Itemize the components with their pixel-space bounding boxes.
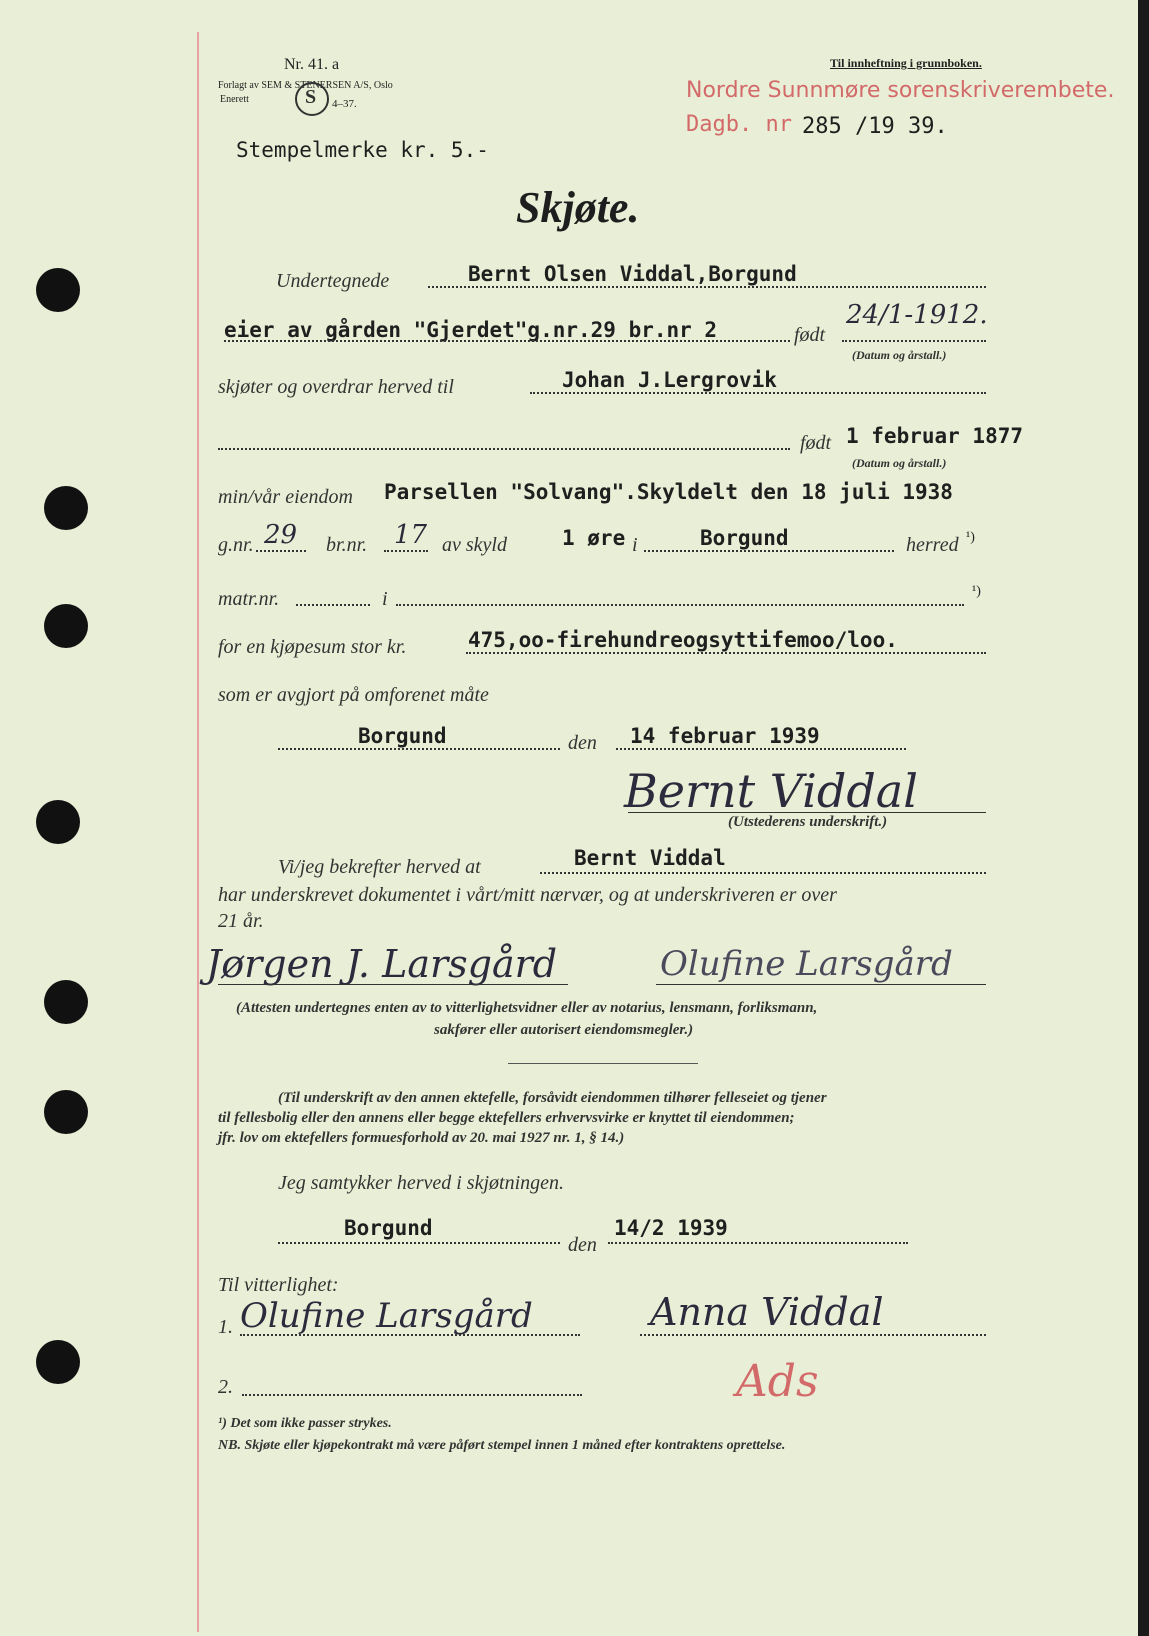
witness-signature-1: Jørgen J. Larsgård (206, 942, 558, 986)
fill-line (842, 340, 986, 342)
publisher-code: 4–37. (332, 98, 357, 110)
place-2: Borgund (344, 1216, 433, 1240)
punch-hole (44, 486, 88, 530)
fill-line (396, 604, 964, 606)
fill-line (278, 748, 560, 750)
witness-1-signature: Olufine Larsgård (240, 1296, 533, 1336)
publisher-enerett: Enerett (220, 94, 249, 105)
form-number: Nr. 41. a (284, 56, 340, 73)
signature-line (218, 984, 568, 985)
witness-1-number: 1. (218, 1316, 233, 1338)
footnote-2: NB. Skjøte eller kjøpekontrakt må være påført stempel innen 1 måned efter kontraktens oprettelse. (218, 1438, 786, 1453)
punch-hole (44, 1090, 88, 1134)
seller-name: Bernt Olsen Viddal,Borgund (468, 262, 797, 286)
gnr-label: g.nr. (218, 534, 254, 556)
footnote-mark-2: ¹) (972, 584, 981, 599)
buyer-name: Johan J.Lergrovik (562, 368, 777, 392)
matr-label: matr.nr. (218, 588, 280, 610)
dagbok-number: 285 /19 39. (802, 114, 948, 139)
datum-note: (Datum og årstall.) (852, 348, 947, 362)
fill-line (608, 1242, 908, 1244)
fill-line (466, 652, 986, 654)
publisher-line: Forlagt av SEM & STENERSEN A/S, Oslo (218, 80, 393, 91)
spouse-signature: Anna Viddal (650, 1290, 884, 1334)
consent-text: Jeg samtykker herved i skjøtningen. (278, 1172, 565, 1194)
confirm-line-2: har underskrevet dokumentet i vårt/mitt nærvær, og at underskriveren er over (218, 884, 837, 906)
skyld-value: 1 øre (562, 526, 626, 550)
margin-line (197, 32, 199, 1632)
seller-property: eier av gården "Gjerdet"g.nr.29 br.nr 2 (224, 318, 718, 342)
brnr-label: br.nr. (326, 534, 368, 556)
fill-line (530, 392, 986, 394)
den-label-2: den (568, 1234, 597, 1256)
brnr-value: 17 (394, 520, 428, 550)
signature-line (656, 984, 986, 985)
stamp-fee: Stempelmerke kr. 5.- (236, 138, 489, 162)
undertegnede-label: Undertegnede (276, 270, 390, 292)
date-2: 14/2 1939 (614, 1216, 728, 1240)
den-label: den (568, 732, 597, 754)
fill-line (218, 448, 790, 450)
fill-line (616, 748, 906, 750)
fill-line (540, 872, 986, 874)
spouse-note-1: (Til underskrift av den annen ektefelle, forsåvidt eiendommen tilhører felleseiet og tjener (278, 1090, 827, 1106)
fill-line (644, 550, 894, 552)
issuer-caption: (Utstederens underskrift.) (728, 814, 888, 830)
fill-line (224, 340, 790, 342)
place-1: Borgund (358, 724, 447, 748)
footnote-mark: ¹) (966, 530, 975, 545)
confirm-value: Bernt Viddal (574, 846, 726, 870)
settled-label: som er avgjort på omforenet måte (218, 684, 489, 706)
attest-line-1: (Attesten undertegnes enten av to vitterlighetsvidner eller av notarius, lensmann, forliksmann, (236, 1000, 818, 1016)
document-title: Skjøte. (516, 183, 640, 232)
signature-line (628, 812, 986, 813)
spouse-note-3: jfr. lov om ektefellers formuesforhold av 20. mai 1927 nr. 1, § 14.) (218, 1130, 625, 1146)
witness-signature-2: Olufine Larsgård (660, 944, 953, 984)
property-description: Parsellen "Solvang".Skyldelt den 18 juli 1938 (384, 480, 953, 504)
fill-line (278, 1242, 560, 1244)
gnr-value: 29 (264, 520, 298, 550)
dagbok-label: Dagb. nr (686, 112, 792, 137)
spouse-note-2: til fellesbolig eller den annens eller begge ektefellers erhvervsvirke er knyttet til eiendommen; (218, 1110, 795, 1126)
punch-hole (36, 800, 80, 844)
seller-birth-date: 24/1-1912. (846, 300, 988, 330)
punch-hole (44, 980, 88, 1024)
property-label: min/vår eiendom (218, 486, 353, 508)
confirm-line-3: 21 år. (218, 910, 264, 932)
fodt-label-2: født (800, 432, 832, 454)
fill-line (242, 1394, 582, 1396)
issuer-signature: Bernt Viddal (624, 764, 918, 818)
witness-heading: Til vitterlighet: (218, 1274, 339, 1296)
footnote-1: ¹) Det som ikke passer strykes. (218, 1416, 392, 1431)
confirm-label: Vi/jeg bekrefter herved at (278, 856, 481, 878)
fodt-label: født (794, 324, 826, 346)
registration-note: Til innheftning i grunnboken. (830, 56, 982, 70)
attest-line-2: sakfører eller autorisert eiendomsmegler.) (434, 1022, 694, 1038)
matr-i: i (382, 588, 388, 610)
transfer-label: skjøter og overdrar herved til (218, 376, 454, 398)
divider (508, 1063, 698, 1064)
herred-label: herred (906, 534, 959, 556)
office-stamp: Nordre Sunnmøre sorenskriverembete. (686, 78, 1115, 103)
price-value: 475,oo-firehundreogsyttifemoo/loo. (468, 628, 898, 652)
red-initials: Ads (736, 1356, 819, 1407)
fill-line (428, 286, 986, 288)
herred-value: Borgund (700, 526, 789, 550)
datum-note-2: (Datum og årstall.) (852, 456, 947, 470)
fill-line (384, 550, 428, 552)
date-1: 14 februar 1939 (630, 724, 820, 748)
fill-line (640, 1334, 986, 1336)
price-label: for en kjøpesum stor kr. (218, 636, 407, 658)
fill-line (296, 604, 370, 606)
witness-2-number: 2. (218, 1376, 233, 1398)
fill-line (256, 550, 306, 552)
publisher-logo-icon: S (295, 82, 329, 116)
punch-hole (36, 268, 80, 312)
punch-hole (44, 604, 88, 648)
i-label: i (632, 534, 638, 556)
buyer-birth-date: 1 februar 1877 (846, 424, 1024, 448)
fill-line (240, 1334, 580, 1336)
skyld-label: av skyld (442, 534, 507, 556)
punch-hole (36, 1340, 80, 1384)
